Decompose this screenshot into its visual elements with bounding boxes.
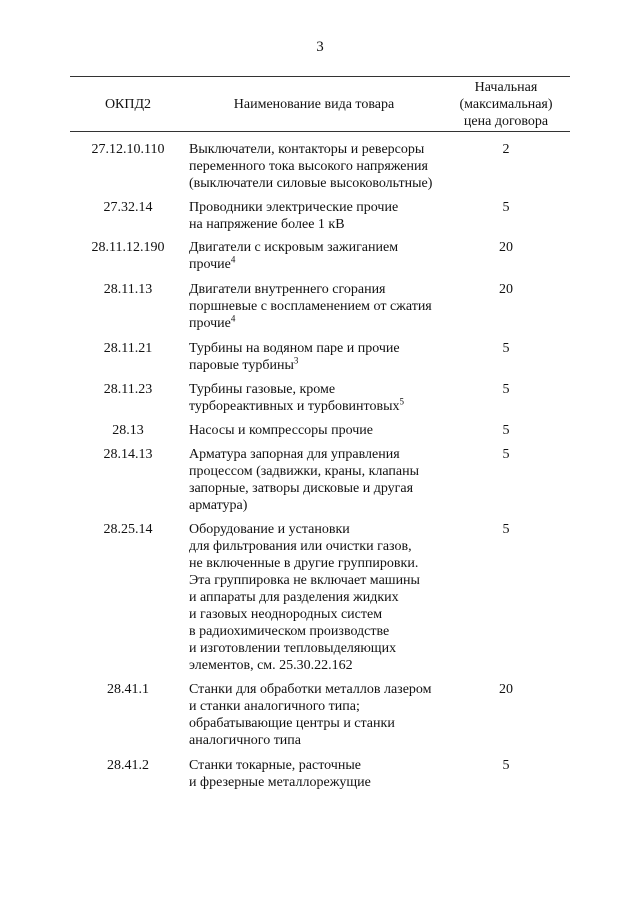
row-name-text: Выключатели, контакторы и реверсоры переменного тока высокого напряжения (выключатели силовые высоковольтные)	[189, 142, 433, 191]
row-name	[186, 757, 442, 791]
page-number: 3	[316, 39, 324, 55]
row-code: 28.41.2	[107, 758, 149, 773]
row-code: 28.11.13	[103, 282, 153, 297]
row-code: 28.11.12.190	[91, 240, 165, 255]
row-price: 2	[502, 142, 510, 157]
row-price: 5	[502, 447, 510, 462]
row-name-text: Турбины газовые, кроме турбореактивных и турбовинтовых	[189, 382, 400, 414]
table-row	[70, 422, 570, 439]
footnote-mark: 5	[399, 396, 404, 407]
header-code: ОКПД2	[104, 96, 152, 112]
row-code: 27.12.10.110	[91, 142, 165, 157]
table-row	[70, 239, 570, 273]
header-price: Начальная (максимальная) цена договора	[459, 79, 553, 129]
row-price: 5	[502, 423, 510, 438]
table-row	[70, 199, 570, 233]
row-price: 20	[499, 240, 513, 255]
row-code: 28.13	[112, 423, 144, 438]
row-name-text: Турбины на водяном паре и прочие паровые турбины	[189, 341, 400, 373]
row-name-text: Оборудование и установки для фильтрования или очистки газов, не включенные в другие группировки. Эта группировка не включает машины и аппараты для разделения жидких и газовых неоднородных систем в радиохимическом производстве и изготовлении тепловыделяющих элементов, см. 25.30.22.162	[189, 522, 420, 673]
table-body	[70, 132, 570, 791]
row-name-text: Проводники электрические прочие на напряжение более 1 кВ	[189, 200, 399, 232]
table-row	[70, 681, 570, 749]
row-name	[186, 381, 442, 415]
row-price: 5	[502, 200, 510, 215]
row-name	[186, 521, 442, 674]
table-row	[70, 381, 570, 415]
row-name-text: Станки токарные, расточные и фрезерные металлорежущие	[189, 758, 371, 790]
row-code: 28.11.21	[103, 341, 153, 356]
table-row	[70, 446, 570, 514]
table-row	[70, 141, 570, 192]
row-price: 5	[502, 758, 510, 773]
goods-table	[70, 76, 570, 791]
row-code: 28.41.1	[107, 682, 149, 697]
row-price: 20	[499, 282, 513, 297]
table-row	[70, 757, 570, 791]
footnote-mark: 3	[293, 355, 299, 366]
footnote-mark: 4	[230, 254, 236, 265]
row-price: 5	[502, 522, 510, 537]
row-name-text: Двигатели внутреннего сгорания поршневые с воспламенением от сжатия прочие	[189, 282, 432, 331]
row-name	[186, 446, 442, 514]
row-name-text: Двигатели с искровым зажиганием прочие	[189, 240, 399, 272]
row-price: 5	[502, 382, 510, 397]
row-name-text: Насосы и компрессоры прочие	[189, 423, 373, 438]
table-row	[70, 281, 570, 332]
row-name	[186, 281, 442, 332]
row-price: 5	[502, 341, 510, 356]
table-row	[70, 521, 570, 674]
row-code: 28.14.13	[103, 447, 153, 462]
row-name	[186, 141, 442, 192]
row-code: 28.25.14	[103, 522, 153, 537]
row-name	[186, 422, 442, 439]
table-row	[70, 340, 570, 374]
row-name-text: Станки для обработки металлов лазером и станки аналогичного типа; обрабатывающие центры и станки аналогичного типа	[189, 682, 432, 748]
table-header	[70, 76, 570, 132]
row-name	[186, 681, 442, 749]
row-name-text: Арматура запорная для управления процессом (задвижки, краны, клапаны запорные, затворы дисковые и другая арматура)	[189, 447, 420, 513]
row-name	[186, 239, 442, 273]
footnote-mark: 4	[230, 313, 236, 324]
header-name: Наименование вида товара	[233, 96, 395, 112]
row-code: 28.11.23	[103, 382, 153, 397]
row-price: 20	[499, 682, 513, 697]
row-name	[186, 340, 442, 374]
row-name	[186, 199, 442, 233]
row-code: 27.32.14	[103, 200, 153, 215]
